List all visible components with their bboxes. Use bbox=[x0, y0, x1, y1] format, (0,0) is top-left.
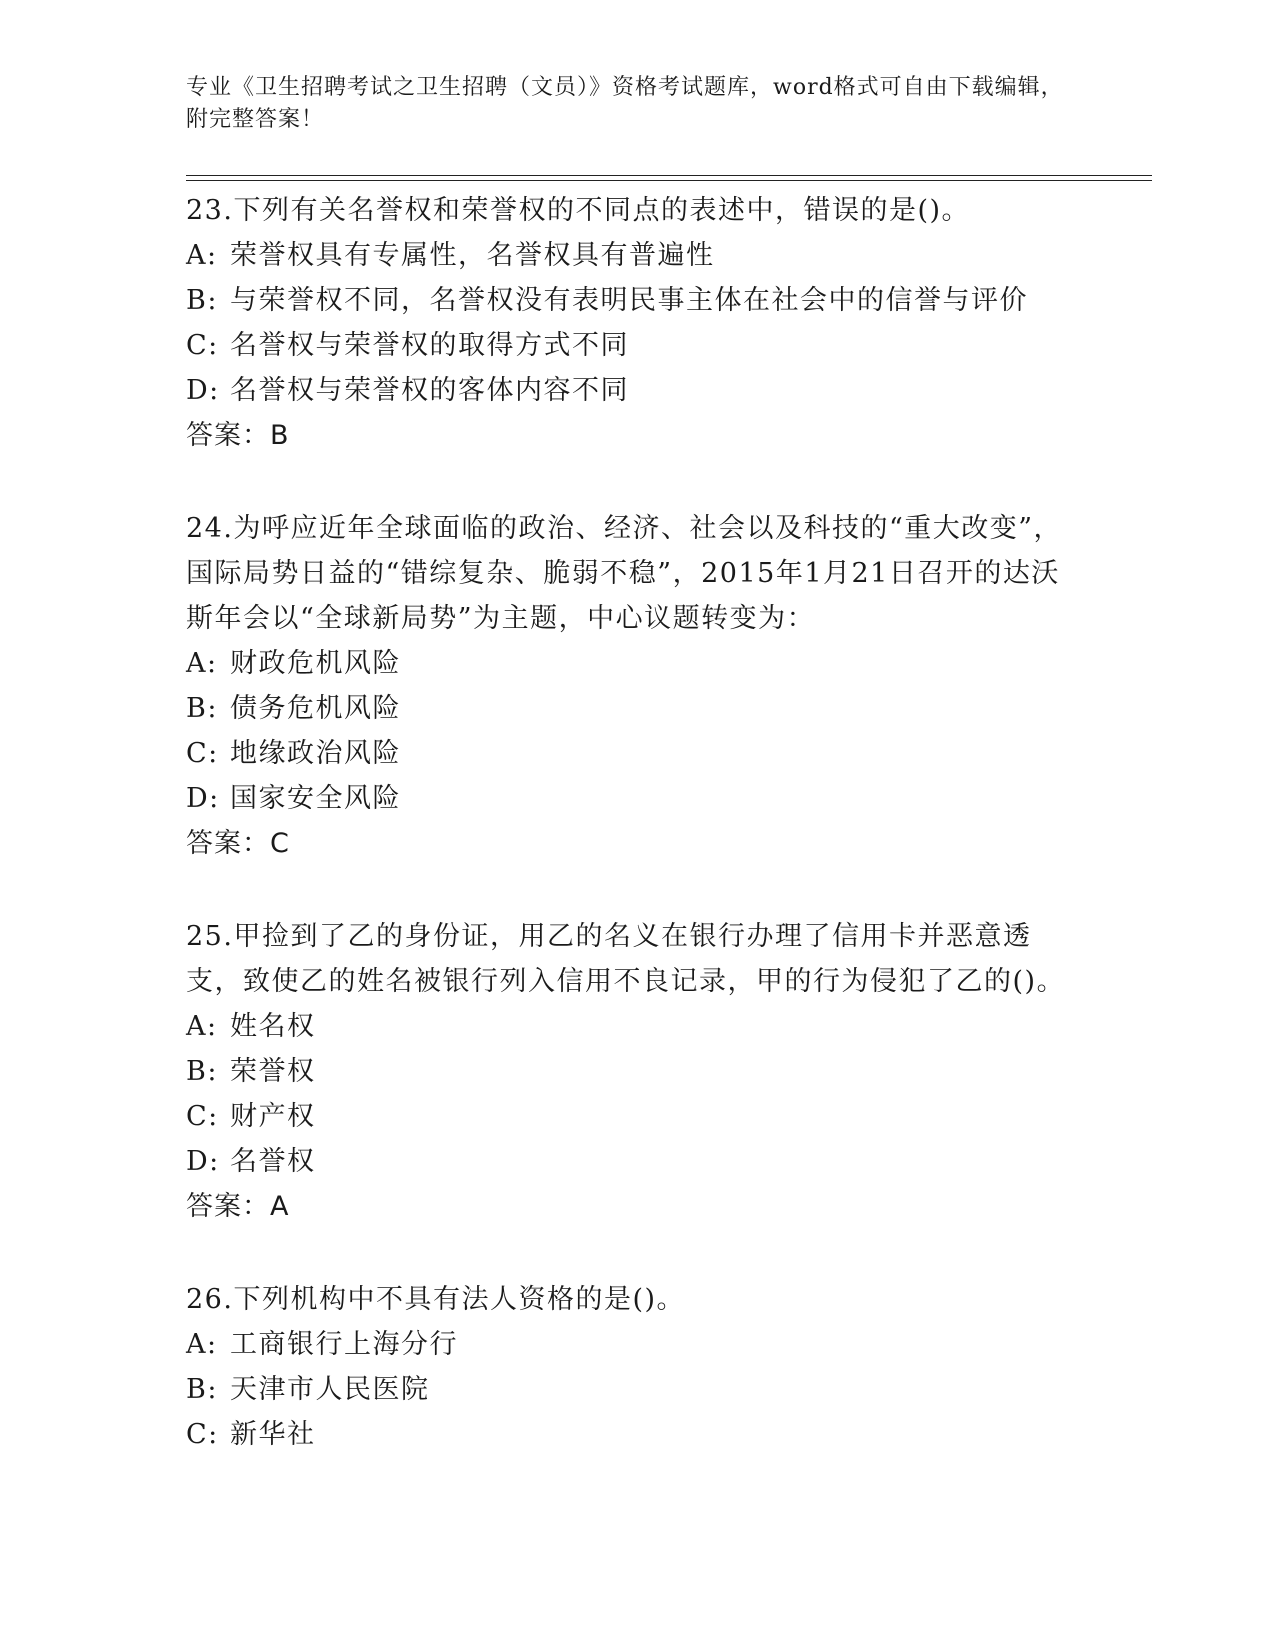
option-key: A: bbox=[186, 240, 218, 271]
answer-line: 答案：C bbox=[186, 828, 290, 859]
option-c bbox=[186, 323, 1086, 368]
option-c bbox=[186, 1094, 1086, 1139]
option-a bbox=[186, 1004, 1086, 1049]
option-text: 名誉权与荣誉权的取得方式不同 bbox=[230, 330, 629, 361]
option-key: D: bbox=[186, 1146, 220, 1177]
option-text: 国家安全风险 bbox=[230, 783, 401, 814]
option-key: C: bbox=[186, 1419, 219, 1450]
option-text: 财政危机风险 bbox=[230, 648, 401, 679]
header-divider-bottom bbox=[186, 180, 1152, 181]
question-25 bbox=[186, 914, 1086, 1229]
question-stem: 25.甲捡到了乙的身份证，用乙的名义在银行办理了信用卡并恶意透支，致使乙的姓名被银行列入信用不良记录，甲的行为侵犯了乙的()。 bbox=[186, 921, 1066, 997]
option-b bbox=[186, 278, 1086, 323]
document-header bbox=[186, 72, 1066, 136]
option-text: 姓名权 bbox=[230, 1011, 316, 1042]
option-key: B: bbox=[186, 285, 218, 316]
option-text: 地缘政治风险 bbox=[230, 738, 401, 769]
option-c bbox=[186, 1412, 1086, 1457]
header-intro-text: 专业《卫生招聘考试之卫生招聘（文员）》资格考试题库，word格式可自由下载编辑，附完整答案！ bbox=[186, 75, 1064, 132]
question-stem: 23.下列有关名誉权和荣誉权的不同点的表述中，错误的是()。 bbox=[186, 195, 971, 226]
option-key: D: bbox=[186, 375, 220, 406]
option-b bbox=[186, 1367, 1086, 1412]
option-key: A: bbox=[186, 648, 218, 679]
option-key: B: bbox=[186, 1374, 218, 1405]
option-d bbox=[186, 368, 1086, 413]
option-b bbox=[186, 686, 1086, 731]
question-stem: 26.下列机构中不具有法人资格的是()。 bbox=[186, 1284, 686, 1315]
question-26 bbox=[186, 1277, 1086, 1457]
option-key: A: bbox=[186, 1011, 218, 1042]
option-key: C: bbox=[186, 738, 219, 769]
option-text: 天津市人民医院 bbox=[230, 1374, 430, 1405]
option-b bbox=[186, 1049, 1086, 1094]
option-key: B: bbox=[186, 693, 218, 724]
question-23 bbox=[186, 188, 1086, 458]
option-text: 荣誉权具有专属性，名誉权具有普遍性 bbox=[230, 240, 715, 271]
option-text: 工商银行上海分行 bbox=[230, 1329, 458, 1360]
option-text: 荣誉权 bbox=[230, 1056, 316, 1087]
option-c bbox=[186, 731, 1086, 776]
option-a bbox=[186, 641, 1086, 686]
option-text: 与荣誉权不同，名誉权没有表明民事主体在社会中的信誉与评价 bbox=[230, 285, 1028, 316]
option-key: C: bbox=[186, 330, 219, 361]
option-d bbox=[186, 1139, 1086, 1184]
option-text: 新华社 bbox=[230, 1419, 316, 1450]
option-d bbox=[186, 776, 1086, 821]
option-a bbox=[186, 233, 1086, 278]
question-stem: 24.为呼应近年全球面临的政治、经济、社会以及科技的“重大改变”，国际局势日益的“错综复杂、脆弱不稳”，2015年1月21日召开的达沃斯年会以“全球新局势”为主题，中心议题转变为： bbox=[186, 513, 1063, 634]
option-text: 名誉权 bbox=[230, 1146, 316, 1177]
option-text: 财产权 bbox=[230, 1101, 316, 1132]
option-a bbox=[186, 1322, 1086, 1367]
option-text: 名誉权与荣誉权的客体内容不同 bbox=[230, 375, 629, 406]
header-divider-top bbox=[186, 175, 1152, 176]
option-key: C: bbox=[186, 1101, 219, 1132]
option-key: D: bbox=[186, 783, 220, 814]
answer-line: 答案：A bbox=[186, 1191, 290, 1222]
option-text: 债务危机风险 bbox=[230, 693, 401, 724]
option-key: A: bbox=[186, 1329, 218, 1360]
option-key: B: bbox=[186, 1056, 218, 1087]
answer-line: 答案：B bbox=[186, 420, 290, 451]
question-24 bbox=[186, 506, 1086, 866]
